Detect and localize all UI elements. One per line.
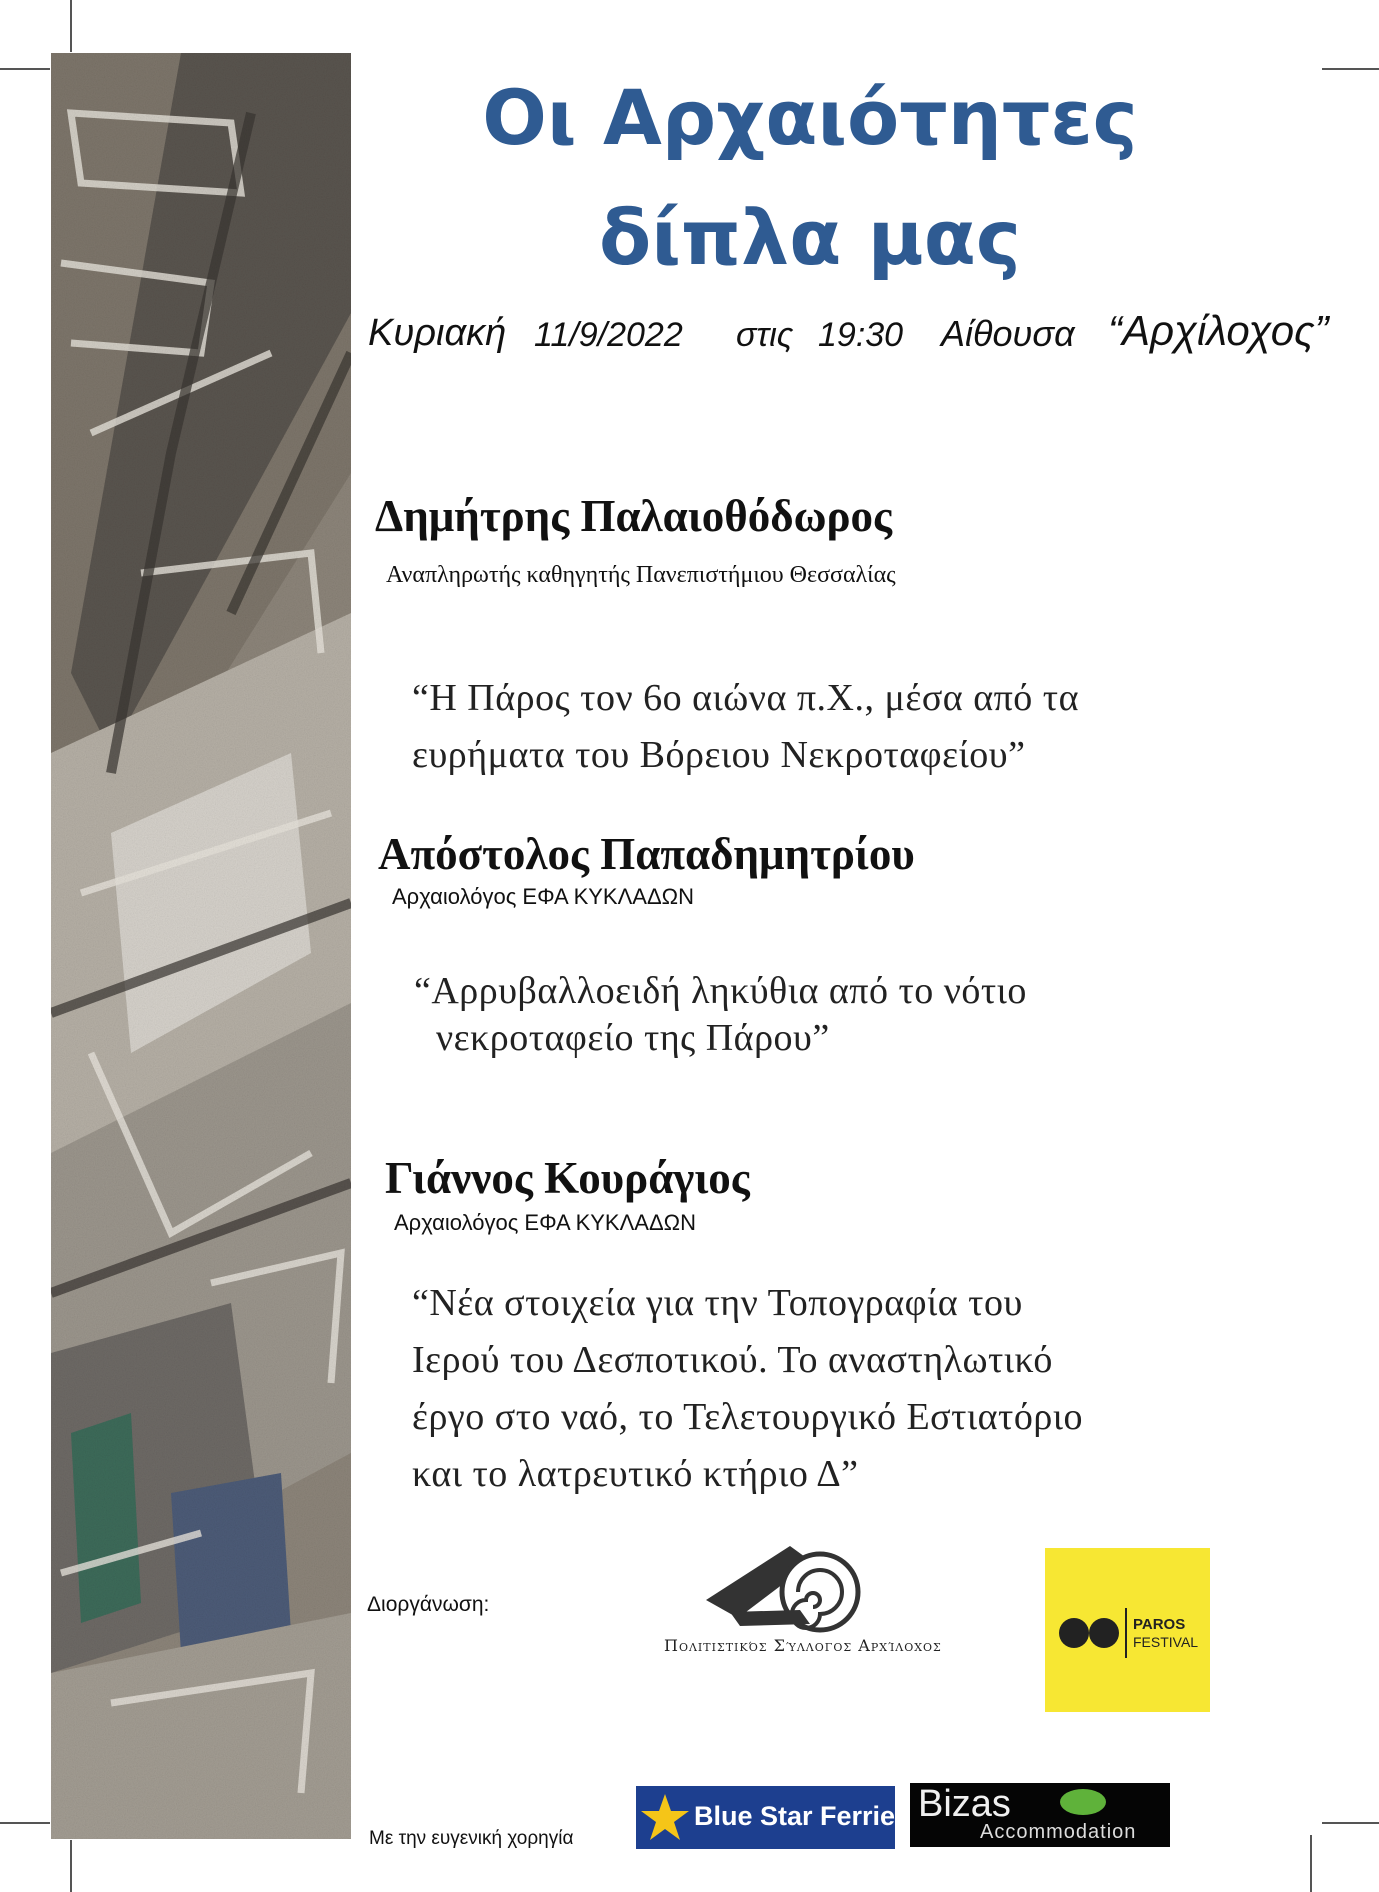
talk-line: Ιερού του Δεσποτικού. Το αναστηλωτικό <box>412 1339 1053 1381</box>
paros-festival-logo <box>1045 1548 1210 1712</box>
archilochos-scroll-logo <box>700 1540 870 1640</box>
title-line-2: δίπλα μας <box>599 193 1021 282</box>
event-date: 11/9/2022 <box>534 316 683 354</box>
crop-mark <box>1310 1835 1312 1892</box>
star-icon <box>640 1792 690 1842</box>
speaker-1-name: Δημήτρης Παλαιοθόδωρος <box>375 491 893 541</box>
speaker-3-name: Γιάννος Κουράγιος <box>385 1153 750 1203</box>
festival-name-line2: FESTIVAL <box>1133 1634 1199 1650</box>
leaf-icon <box>1060 1789 1106 1815</box>
archilochos-logo-text: Πολιτιστικός Σύλλογος Αρχίλοχος <box>664 1636 942 1655</box>
crop-mark <box>1322 1822 1379 1824</box>
bizas-subtitle: Accommodation <box>980 1821 1137 1843</box>
event-hall-name: “Αρχίλοχος” <box>1108 307 1329 354</box>
event-hall-label: Αίθουσα <box>941 313 1075 354</box>
crop-mark <box>0 1822 50 1824</box>
talk-line: και το λατρευτικό κτήριο Δ” <box>412 1453 859 1495</box>
bizas-accommodation-logo <box>910 1783 1170 1847</box>
festival-dot-icon <box>1059 1618 1089 1648</box>
speaker-1-role: Αναπληρωτής καθηγητής Πανεπιστήμιου Θεσσαλίας <box>386 562 896 588</box>
festival-dot-icon <box>1089 1618 1119 1648</box>
bizas-name: Bizas <box>918 1783 1011 1825</box>
speaker-1-talk <box>412 670 1079 784</box>
crop-mark <box>70 1840 72 1892</box>
crop-mark <box>70 0 72 52</box>
organizers-label: Διοργάνωση: <box>367 1593 490 1616</box>
speaker-2-name: Απόστολος Παπαδημητρίου <box>378 829 915 879</box>
sponsors-label: Με την ευγενική χορηγία <box>369 1828 574 1849</box>
aerial-excavation-photo <box>51 53 351 1839</box>
talk-line: “Νέα στοιχεία για την Τοπογραφία του <box>412 1282 1023 1324</box>
talk-line: ευρήματα του Βόρειου Νεκροταφείου” <box>412 734 1026 776</box>
talk-line: “Η Πάρος τον 6ο αιώνα π.Χ., μέσα από τα <box>412 677 1079 719</box>
event-day: Κυριακή <box>368 312 507 354</box>
crop-mark <box>1322 68 1379 70</box>
blue-star-ferries-logo <box>636 1786 911 1849</box>
speaker-3-talk <box>412 1275 1083 1503</box>
festival-name-line1: PAROS <box>1133 1616 1186 1633</box>
festival-divider <box>1125 1608 1127 1658</box>
event-time: 19:30 <box>818 316 904 354</box>
talk-line: “Αρρυβαλλοειδή ληκύθια από το νότιο <box>414 970 1027 1012</box>
talk-line: νεκροταφείο της Πάρου” <box>436 1017 830 1059</box>
crop-mark <box>0 68 50 70</box>
title-line-1: Οι Αρχαιότητες <box>482 73 1138 162</box>
speaker-2-talk <box>414 963 1027 1067</box>
speaker-2-role: Αρχαιολόγος ΕΦΑ ΚΥΚΛΑΔΩΝ <box>392 884 695 909</box>
event-at: στις <box>736 316 794 354</box>
blue-star-name: Blue Star Ferries <box>694 1801 911 1831</box>
speaker-3-role: Αρχαιολόγος ΕΦΑ ΚΥΚΛΑΔΩΝ <box>394 1210 697 1235</box>
talk-line: έργο στο ναό, το Τελετουργικό Εστιατόριο <box>412 1396 1084 1438</box>
